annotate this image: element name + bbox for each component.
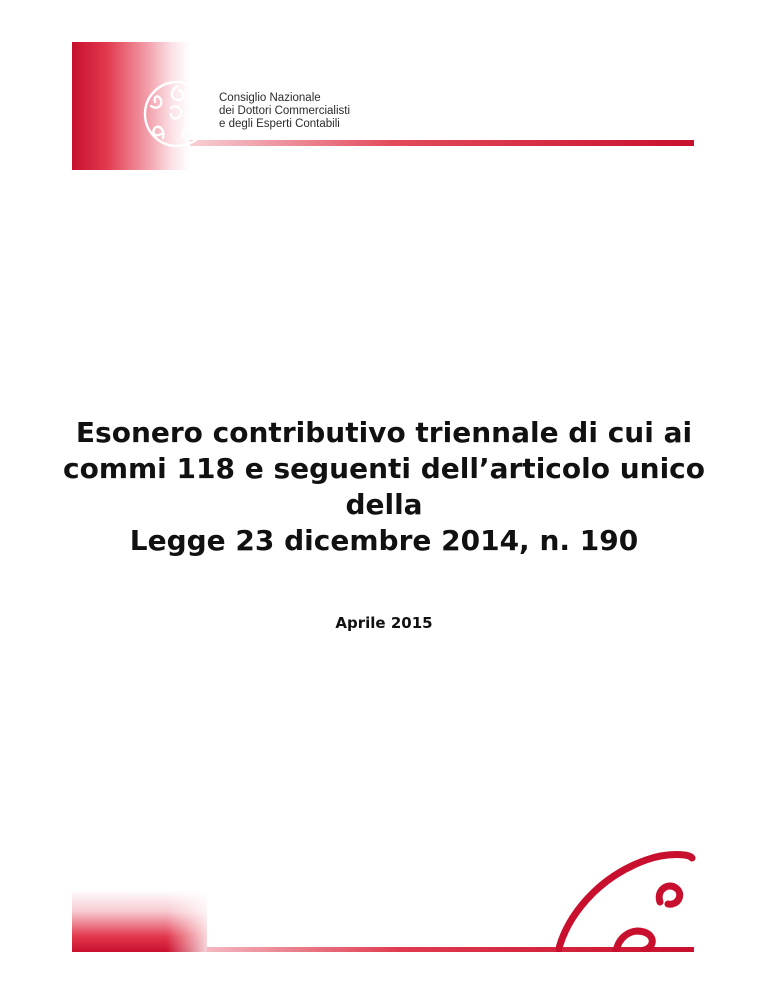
swirl-decoration-icon: [556, 848, 696, 952]
title-line-4: Legge 23 dicembre 2014, n. 190: [129, 524, 639, 557]
title-line-2: commi 118 e seguenti dell’articolo unico: [62, 452, 706, 485]
cndcec-logo-icon: [141, 78, 213, 150]
footer-gradient-block: [72, 890, 207, 952]
document-title: [0, 415, 768, 559]
header-rule: [190, 140, 694, 146]
title-line-3: della: [345, 488, 423, 521]
document-date: Aprile 2015: [335, 614, 433, 632]
org-name-line-3: e degli Esperti Contabili: [219, 118, 340, 130]
org-name-line-2: dei Dottori Commercialisti: [219, 105, 351, 117]
title-line-1: Esonero contributivo triennale di cui ai: [75, 416, 693, 449]
org-name-line-1: Consiglio Nazionale: [219, 92, 321, 104]
organization-name: [219, 92, 350, 131]
